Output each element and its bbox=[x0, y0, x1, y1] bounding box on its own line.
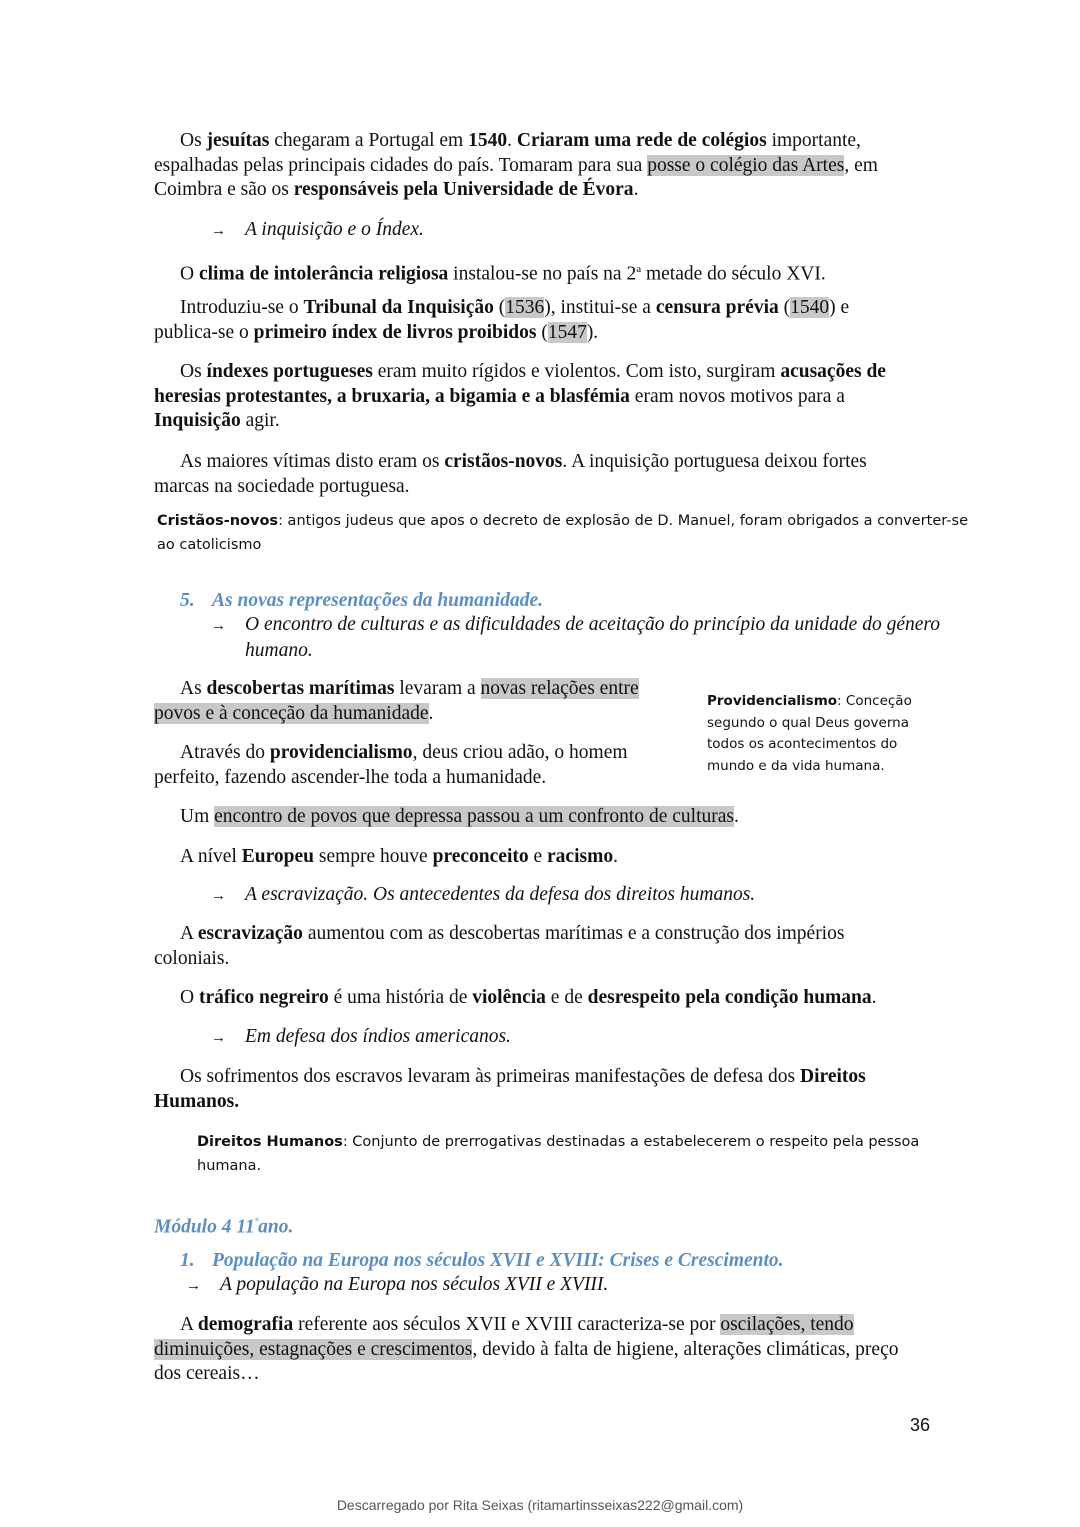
paragraph-clima bbox=[154, 257, 914, 287]
highlighted-text: oscilações, tendo diminuições, estagnações e crescimentos bbox=[154, 1314, 854, 1360]
bold-text: descobertas marítimas bbox=[206, 678, 395, 699]
text: A bbox=[180, 923, 198, 944]
bold-text: índexes portugueses bbox=[206, 361, 373, 382]
text: levaram a bbox=[394, 678, 481, 699]
module-title: ano. bbox=[258, 1216, 294, 1238]
arrow-right-icon: → bbox=[211, 618, 226, 634]
text: As bbox=[180, 678, 207, 699]
bold-text: Inquisição bbox=[154, 410, 241, 431]
paragraph-sofrimentos bbox=[154, 1065, 894, 1114]
text: ). bbox=[586, 321, 599, 343]
text: Introduziu-se o bbox=[180, 297, 304, 318]
text: . bbox=[613, 846, 618, 867]
subheading-indios bbox=[211, 1025, 511, 1051]
bold-text: desrespeito pela condição humana bbox=[587, 987, 872, 1008]
module-title: Módulo 4 11 bbox=[154, 1216, 255, 1238]
bold-text: jesuítas bbox=[206, 130, 270, 151]
text: A nível bbox=[180, 846, 242, 867]
subheading-text: Em defesa dos índios americanos. bbox=[245, 1026, 511, 1047]
definition-providencialismo bbox=[707, 691, 917, 777]
text: ( bbox=[536, 321, 548, 343]
bold-text: preconceito bbox=[432, 846, 529, 867]
section-title: População na Europa nos séculos XVII e XVIII: Crises e Crescimento. bbox=[212, 1250, 784, 1271]
bold-text: tráfico negreiro bbox=[198, 987, 329, 1008]
bold-text: responsáveis pela Universidade de Évora bbox=[293, 179, 634, 200]
bold-text: acusações de heresias protestantes, a bruxaria, a bigamia e a blasfémia bbox=[154, 361, 886, 407]
text: Os bbox=[180, 361, 207, 382]
section-number: 5. bbox=[180, 590, 195, 611]
bold-text: cristãos-novos bbox=[444, 451, 563, 472]
paragraph-europeu bbox=[180, 845, 920, 870]
subheading-text: O encontro de culturas e as dificuldades de aceitação do princípio da unidade do género humano. bbox=[245, 614, 941, 661]
text: As maiores vítimas disto eram os bbox=[180, 451, 445, 472]
text: e de bbox=[545, 987, 588, 1008]
module-heading bbox=[154, 1210, 293, 1240]
paragraph-trafico bbox=[180, 986, 940, 1011]
text: eram novos motivos para a bbox=[629, 385, 845, 407]
text: , devido à falta de higiene, alterações climáticas, preço dos cereais… bbox=[154, 1338, 899, 1384]
bold-text: escravização bbox=[197, 923, 303, 944]
page-number: 36 bbox=[909, 1415, 930, 1435]
subheading-text: A população na Europa nos séculos XVII e XVIII. bbox=[220, 1274, 609, 1295]
text: . A inquisição portuguesa deixou fortes marcas na sociedade portuguesa. bbox=[154, 451, 867, 497]
subheading-text: A escravização. Os antecedentes da defesa dos direitos humanos. bbox=[245, 884, 756, 905]
arrow-right-icon: → bbox=[211, 888, 226, 904]
bold-text: providencialismo bbox=[269, 742, 413, 763]
definition-cristaos-novos bbox=[157, 509, 977, 557]
text: aumentou com as descobertas marítimas e a construção dos impérios coloniais. bbox=[154, 923, 845, 969]
text: . bbox=[871, 987, 877, 1008]
superscript: º bbox=[254, 1216, 259, 1228]
definition-term: Providencialismo bbox=[707, 693, 838, 709]
text: ), institui-se a bbox=[544, 297, 656, 318]
text: metade do século XVI. bbox=[641, 263, 826, 285]
bold-text: violência bbox=[472, 987, 546, 1008]
text: , deus criou adão, o homem perfeito, fazendo ascender-lhe toda a humanidade. bbox=[154, 742, 628, 788]
highlighted-text: encontro de povos que depressa passou a um confronto de culturas bbox=[214, 806, 734, 827]
paragraph-encontro bbox=[180, 805, 920, 830]
bold-text: Tribunal da Inquisição bbox=[303, 297, 494, 318]
highlighted-text: 1536 bbox=[505, 297, 545, 318]
definition-text: : Conceção segundo o qual Deus governa todos os acontecimentos do mundo e da vida humana. bbox=[707, 693, 912, 774]
text: é uma história de bbox=[328, 987, 473, 1008]
bold-text: clima de intolerância religiosa bbox=[198, 263, 449, 285]
bold-text: racismo bbox=[547, 846, 614, 867]
text: . bbox=[633, 179, 639, 200]
bold-text: Europeu bbox=[241, 846, 314, 867]
superscript: a bbox=[636, 263, 642, 275]
text: agir. bbox=[240, 410, 280, 431]
paragraph-jesuitas bbox=[154, 129, 914, 203]
text: Um bbox=[180, 806, 215, 827]
text: ( bbox=[778, 297, 791, 318]
section-title: As novas representações da humanidade. bbox=[212, 590, 543, 611]
text: instalou-se no país na 2 bbox=[448, 263, 637, 285]
definition-text: : antigos judeus que apos o decreto de explosão de D. Manuel, foram obrigados a converter-se ao catolicismo bbox=[157, 513, 968, 553]
text: sempre houve bbox=[314, 846, 433, 867]
arrow-right-icon: → bbox=[186, 1278, 201, 1294]
section-number: 1. bbox=[180, 1250, 195, 1271]
text: O bbox=[180, 263, 199, 285]
text: referente aos séculos XVII e XVIII caracteriza-se por bbox=[293, 1314, 721, 1335]
definition-term: Direitos Humanos bbox=[197, 1134, 343, 1150]
text: . bbox=[733, 806, 739, 827]
paragraph-descobertas bbox=[154, 677, 659, 726]
text: importante, espalhadas pelas principais cidades do país. Tomaram para sua bbox=[154, 130, 861, 176]
text: Os sofrimentos dos escravos levaram às primeiras manifestações de defesa dos bbox=[180, 1066, 801, 1087]
bold-text: 1540 bbox=[468, 130, 508, 151]
text: Os bbox=[180, 130, 207, 151]
bold-text: censura prévia bbox=[655, 297, 779, 318]
paragraph-tribunal bbox=[154, 296, 914, 345]
section-heading-1 bbox=[180, 1249, 784, 1274]
definition-direitos-humanos bbox=[197, 1130, 927, 1178]
download-footer: Descarregado por Rita Seixas (ritamartinsseixas222@gmail.com) bbox=[336, 1497, 744, 1513]
text: , em Coimbra e são os bbox=[154, 154, 878, 200]
text: O bbox=[180, 987, 199, 1008]
text: . bbox=[507, 130, 517, 151]
definition-text: : Conjunto de prerrogativas destinadas a estabelecerem o respeito pela pessoa humana. bbox=[197, 1134, 920, 1174]
paragraph-demografia bbox=[154, 1313, 924, 1387]
text: . bbox=[428, 702, 434, 724]
text: ( bbox=[493, 297, 506, 318]
text: A bbox=[180, 1314, 198, 1335]
text: Através do bbox=[180, 742, 270, 763]
paragraph-providencialismo bbox=[154, 741, 659, 790]
highlighted-text: 1547 bbox=[547, 321, 587, 343]
arrow-right-icon: → bbox=[211, 223, 226, 239]
highlighted-text: posse o colégio das Artes bbox=[647, 154, 845, 176]
text: eram muito rígidos e violentos. Com isto, surgiram bbox=[372, 361, 781, 382]
highlighted-text: 1540 bbox=[790, 297, 830, 318]
text: ) e publica-se o bbox=[154, 297, 850, 343]
arrow-right-icon: → bbox=[211, 1030, 226, 1046]
bold-text: demografia bbox=[197, 1314, 294, 1335]
highlighted-text: novas relações entre povos e à conceção da humanidade bbox=[154, 678, 639, 724]
definition-term: Cristãos-novos bbox=[157, 513, 279, 529]
subheading-inquisicao bbox=[211, 218, 424, 244]
paragraph-escravizacao bbox=[154, 922, 894, 971]
text: chegaram a Portugal em bbox=[269, 130, 469, 151]
bold-text: Direitos Humanos. bbox=[154, 1066, 866, 1112]
subheading-populacao bbox=[186, 1273, 608, 1299]
text: e bbox=[528, 846, 548, 867]
bold-text: primeiro índex de livros proibidos bbox=[253, 321, 537, 343]
section-heading-5 bbox=[180, 589, 543, 614]
paragraph-indexes bbox=[154, 360, 919, 434]
subheading-escravizacao bbox=[211, 883, 755, 909]
subheading-encontro-culturas bbox=[211, 613, 965, 663]
subheading-text: A inquisição e o Índex. bbox=[245, 219, 424, 240]
bold-text: Criaram uma rede de colégios bbox=[516, 130, 767, 151]
paragraph-vitimas bbox=[154, 450, 914, 499]
